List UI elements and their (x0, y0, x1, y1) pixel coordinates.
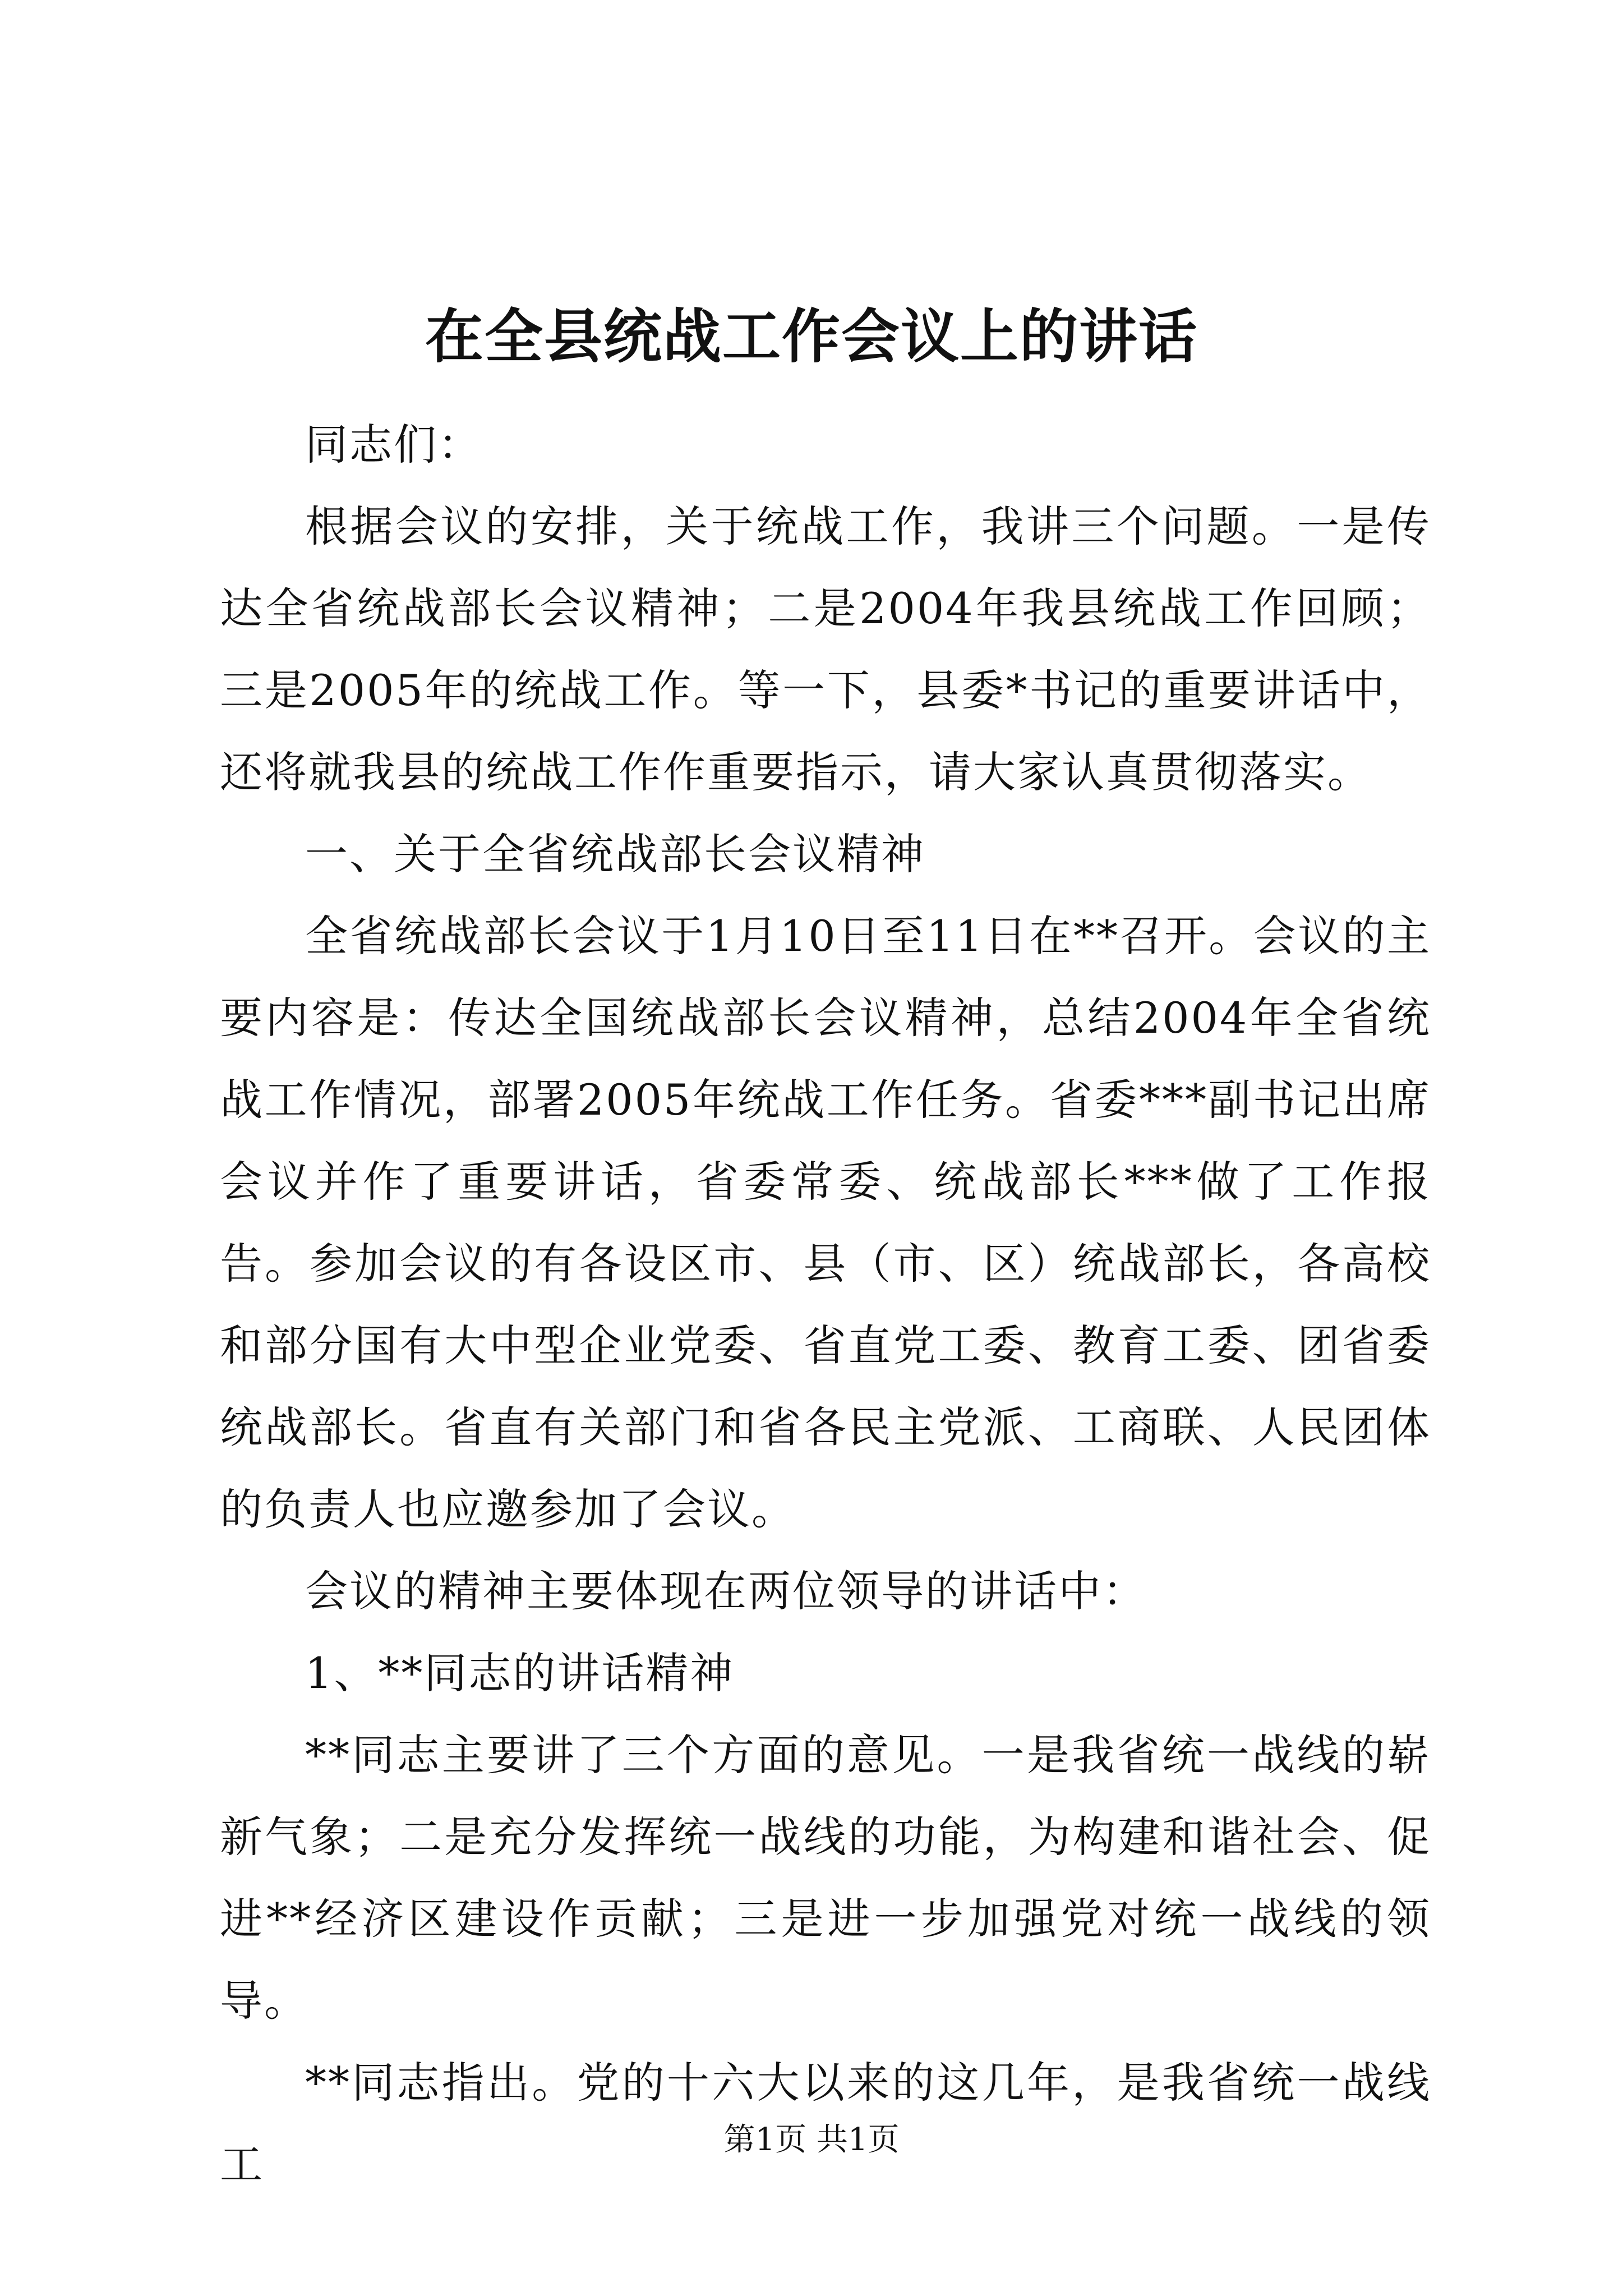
paragraph-spirit: 会议的精神主要体现在两位领导的讲话中： (305, 1566, 1147, 1616)
paragraph-opinions: **同志主要讲了三个方面的意见。一是我省统一战线的崭新气象；二是充分发挥统一战线的功能，为构建和谐社会、促进**经济区建设作贡献；三是进一步加强党对统一战线的领导。 (220, 1730, 1431, 2026)
page-footer: 第1页 共1页 (723, 2122, 900, 2158)
document-body (220, 404, 1431, 2206)
subheading-1: 1、**同志的讲话精神 (305, 1648, 735, 1698)
paragraph-meeting: 全省统战部长会议于1月10日至11日在**召开。会议的主要内容是：传达全国统战部长会议精神，总结2004年全省统战工作情况，部署2005年统战工作任务。省委***副书记出席会议并作了重要讲话，省委常委、统战部长***做了工作报告。参加会议的有各设区市、县（市、区）统战部长，各高校和部分国有大中型企业党委、省直党工委、教育工委、团省委统战部长。省直有关部门和省各民主党派、工商联、人民团体的负责人也应邀参加了会议。 (220, 911, 1431, 1534)
paragraph-pointed-out: **同志指出。党的十六大以来的这几年，是我省统一战线工 (220, 2058, 1431, 2189)
salutation: 同志们： (305, 420, 482, 470)
document-title: 在全县统战工作会议上的讲话 (425, 302, 1198, 371)
paragraph-intro: 根据会议的安排，关于统战工作，我讲三个问题。一是传达全省统战部长会议精神；二是2004年我县统战工作回顾；三是2005年的统战工作。等一下，县委*书记的重要讲话中，还将就我县的统战工作作重要指示，请大家认真贯彻落实。 (220, 501, 1431, 797)
section-heading-1: 一、关于全省统战部长会议精神 (305, 829, 925, 879)
